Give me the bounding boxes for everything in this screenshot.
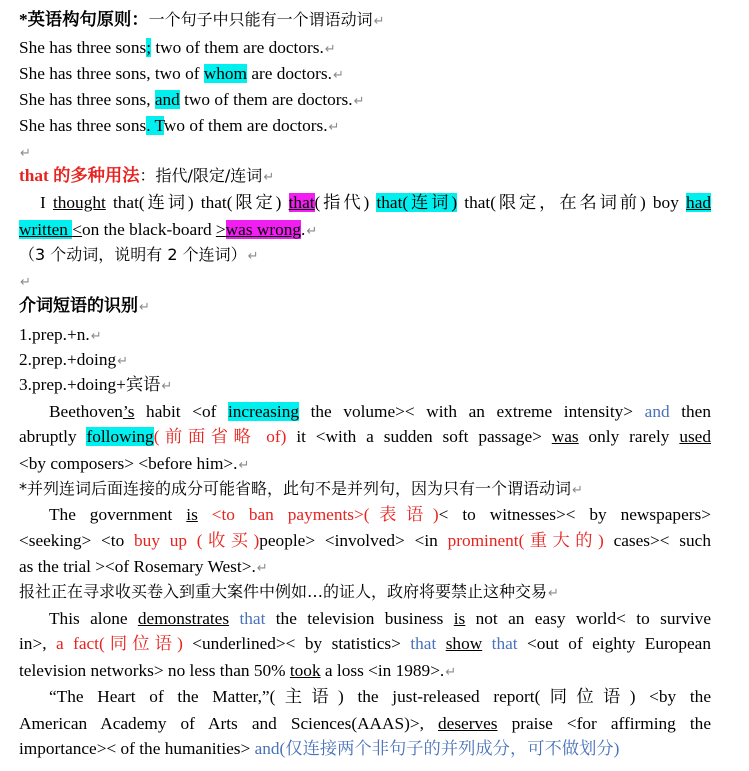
example-text: She has three sons, two of xyxy=(19,64,204,83)
empty-paragraph xyxy=(19,270,31,294)
example-text: habit <of xyxy=(134,402,228,421)
example-text: that(限定，在名词前) boy xyxy=(457,193,687,212)
television-line-2 xyxy=(19,633,711,655)
example-text: two of them are doctors. xyxy=(151,38,324,57)
example-text: <underlined>< by statistics> xyxy=(182,634,411,653)
highlight-whom: whom xyxy=(203,64,247,83)
underlined-verb: took xyxy=(289,661,321,680)
example-text: that(连词) that(限定) xyxy=(105,193,289,212)
highlight-and: and xyxy=(154,90,180,109)
conjunction-that: that xyxy=(239,609,266,628)
example-text: not an easy world< to survive xyxy=(465,609,711,628)
example-text: a loss <in 1989>. xyxy=(320,661,445,680)
prep-item-3 xyxy=(19,374,172,398)
example-text: She has three sons, xyxy=(19,90,155,109)
example-text: This alone xyxy=(49,609,138,628)
highlight-following: following xyxy=(86,427,154,446)
paragraph-mark-icon: ↵ xyxy=(548,586,559,601)
example-sentence-1 xyxy=(19,37,336,61)
example-text: < to witnesses>< by newspapers> xyxy=(438,505,711,524)
underlined-verb: used xyxy=(679,427,711,446)
beethoven-line-2 xyxy=(19,426,711,448)
red-annotation: <to ban payments>(表语) xyxy=(211,505,439,524)
prep-item-1 xyxy=(19,324,102,348)
heart-line-1 xyxy=(19,686,711,708)
underlined-verb: is xyxy=(453,609,466,628)
example-text: cases>< such xyxy=(603,531,711,550)
that-title: that 的多种用法 xyxy=(19,166,140,185)
that-example-line-2 xyxy=(19,219,317,243)
example-text: people> <involved> <in xyxy=(259,531,448,550)
underlined-verb: is xyxy=(186,505,198,524)
government-line-1 xyxy=(19,504,711,526)
paragraph-mark-icon: ↵ xyxy=(445,665,457,680)
paragraph-mark-icon: ↵ xyxy=(328,120,340,135)
beethoven-line-3 xyxy=(19,453,249,477)
example-text: . xyxy=(301,220,306,239)
conjunction-that: that xyxy=(491,634,518,653)
paragraph-mark-icon: ↵ xyxy=(20,275,31,290)
note-text: （3 个动词，说明有 2 个连词） xyxy=(19,245,247,264)
highlight-increasing: increasing xyxy=(227,402,299,421)
paragraph-mark-icon: ↵ xyxy=(247,249,259,264)
example-text: two of them are doctors. xyxy=(179,90,353,109)
example-text: <seeking> <to xyxy=(19,531,135,550)
example-sentence-3 xyxy=(19,89,364,113)
example-sentence-2 xyxy=(19,63,344,87)
example-text: abruptly xyxy=(19,427,87,446)
list-item: 1.prep.+n. xyxy=(19,325,90,344)
highlight-period: . T xyxy=(146,116,164,135)
government-line-3 xyxy=(19,556,268,580)
example-text: praise <for affirming the xyxy=(497,714,711,733)
rule-text: 一个句子中只能有一个谓语动词 xyxy=(148,10,373,29)
paragraph-mark-icon: ↵ xyxy=(324,42,336,57)
underlined-verb: deserves xyxy=(438,714,498,733)
paragraph-mark-icon: ↵ xyxy=(117,354,129,369)
example-text: wo of them are doctors. xyxy=(163,116,328,135)
paragraph-mark-icon: ↵ xyxy=(373,14,385,29)
highlight-that-conjunction: that(连词) xyxy=(376,193,458,212)
underlined-verb: show xyxy=(445,634,483,653)
conjunction-and-note: and(仅连接两个非句子的并列成分，可不做划分) xyxy=(254,739,620,758)
prep-title: 介词短语的识别 xyxy=(19,296,138,316)
heart-line-2 xyxy=(19,713,711,735)
example-text: in>, xyxy=(19,634,56,653)
paragraph-mark-icon: ↵ xyxy=(332,68,344,83)
example-text: are doctors. xyxy=(247,64,332,83)
list-item: 3.prep.+doing+宾语 xyxy=(19,375,161,394)
that-example-line-1 xyxy=(19,192,711,214)
example-text: importance>< of the humanities> xyxy=(19,739,255,758)
example-text xyxy=(198,505,212,524)
list-item: 2.prep.+doing xyxy=(19,350,117,369)
example-text: > xyxy=(215,220,226,239)
highlight-written: written xyxy=(19,220,73,239)
example-text xyxy=(482,634,491,653)
that-heading xyxy=(19,165,274,189)
example-text: The government xyxy=(49,505,187,524)
highlight-semicolon: ; xyxy=(146,38,152,57)
example-text: American Academy of Arts and Sciences(AAAS)>, xyxy=(19,714,439,733)
example-text: She has three sons xyxy=(19,116,147,135)
paragraph-mark-icon: ↵ xyxy=(263,170,275,185)
translation-text: 报社正在寻求收买卷入到重大案件中例如…的证人，政府将要禁止这种交易 xyxy=(19,582,548,601)
paragraph-mark-icon: ↵ xyxy=(306,224,318,239)
paragraph-mark-icon: ↵ xyxy=(161,379,173,394)
example-text: (指代) xyxy=(314,193,377,212)
example-text: Beethoven xyxy=(49,402,123,421)
example-text: She has three sons xyxy=(19,38,147,57)
example-text xyxy=(229,609,239,628)
example-sentence-4 xyxy=(19,115,339,139)
conjunction-that: that xyxy=(410,634,437,653)
beethoven-line-1 xyxy=(19,401,711,423)
paragraph-mark-icon: ↵ xyxy=(20,146,31,161)
prep-heading xyxy=(19,295,150,319)
paragraph-mark-icon: ↵ xyxy=(256,561,268,576)
translation-line xyxy=(19,581,559,605)
parallel-note xyxy=(19,478,583,502)
example-text: on the black-board xyxy=(82,220,216,239)
that-colon: ： xyxy=(139,166,156,185)
note-text: *并列连词后面连接的成分可能省略，此句不是并列句，因为只有一个谓语动词 xyxy=(19,479,572,498)
highlight-was-wrong: was wrong xyxy=(225,220,302,239)
conjunction-and: and xyxy=(644,402,670,421)
example-text: only rarely xyxy=(578,427,680,446)
example-text: the volume>< with an extreme intensity> xyxy=(298,402,645,421)
underlined-verb: was xyxy=(551,427,579,446)
red-annotation: prominent(重大的) xyxy=(447,531,604,550)
example-text: as the trial ><of Rosemary West>. xyxy=(19,557,256,576)
that-note xyxy=(19,244,259,268)
example-text xyxy=(436,634,445,653)
rule-line xyxy=(19,9,385,33)
television-line-3 xyxy=(19,660,456,684)
paragraph-mark-icon: ↵ xyxy=(353,94,365,109)
paragraph-mark-icon: ↵ xyxy=(238,458,250,473)
government-line-2 xyxy=(19,530,711,552)
paragraph-mark-icon: ↵ xyxy=(139,300,150,315)
example-text: “The Heart of the Matter,”(主语) the just-released report(同位语) <by the xyxy=(49,687,711,706)
that-uses: 指代/限定/连词 xyxy=(155,166,263,185)
red-annotation: buy up (收买) xyxy=(134,531,260,550)
example-text: the television business xyxy=(265,609,454,628)
example-text: ’s xyxy=(122,402,135,421)
television-line-1 xyxy=(19,608,711,630)
example-text: then xyxy=(669,402,711,421)
highlight-that-pronoun: that xyxy=(288,193,315,212)
example-text: it <with a sudden soft passage> xyxy=(286,427,552,446)
example-text: I xyxy=(40,193,53,212)
heart-line-3 xyxy=(19,738,619,760)
red-annotation: (前面省略 of) xyxy=(153,427,287,446)
example-text: <by composers> <before him>. xyxy=(19,454,238,473)
empty-paragraph xyxy=(19,141,31,165)
example-text: <out of eighty European xyxy=(517,634,711,653)
prep-item-2 xyxy=(19,349,128,373)
underlined-verb: demonstrates xyxy=(137,609,230,628)
paragraph-mark-icon: ↵ xyxy=(90,329,102,344)
paragraph-mark-icon: ↵ xyxy=(572,483,583,498)
example-text: < xyxy=(72,220,83,239)
underlined-verb: thought xyxy=(52,193,106,212)
red-annotation: a fact(同位语) xyxy=(55,634,183,653)
highlight-had: had xyxy=(686,193,711,212)
rule-title: *英语构句原则： xyxy=(19,10,149,29)
example-text: television networks> no less than 50% xyxy=(19,661,290,680)
